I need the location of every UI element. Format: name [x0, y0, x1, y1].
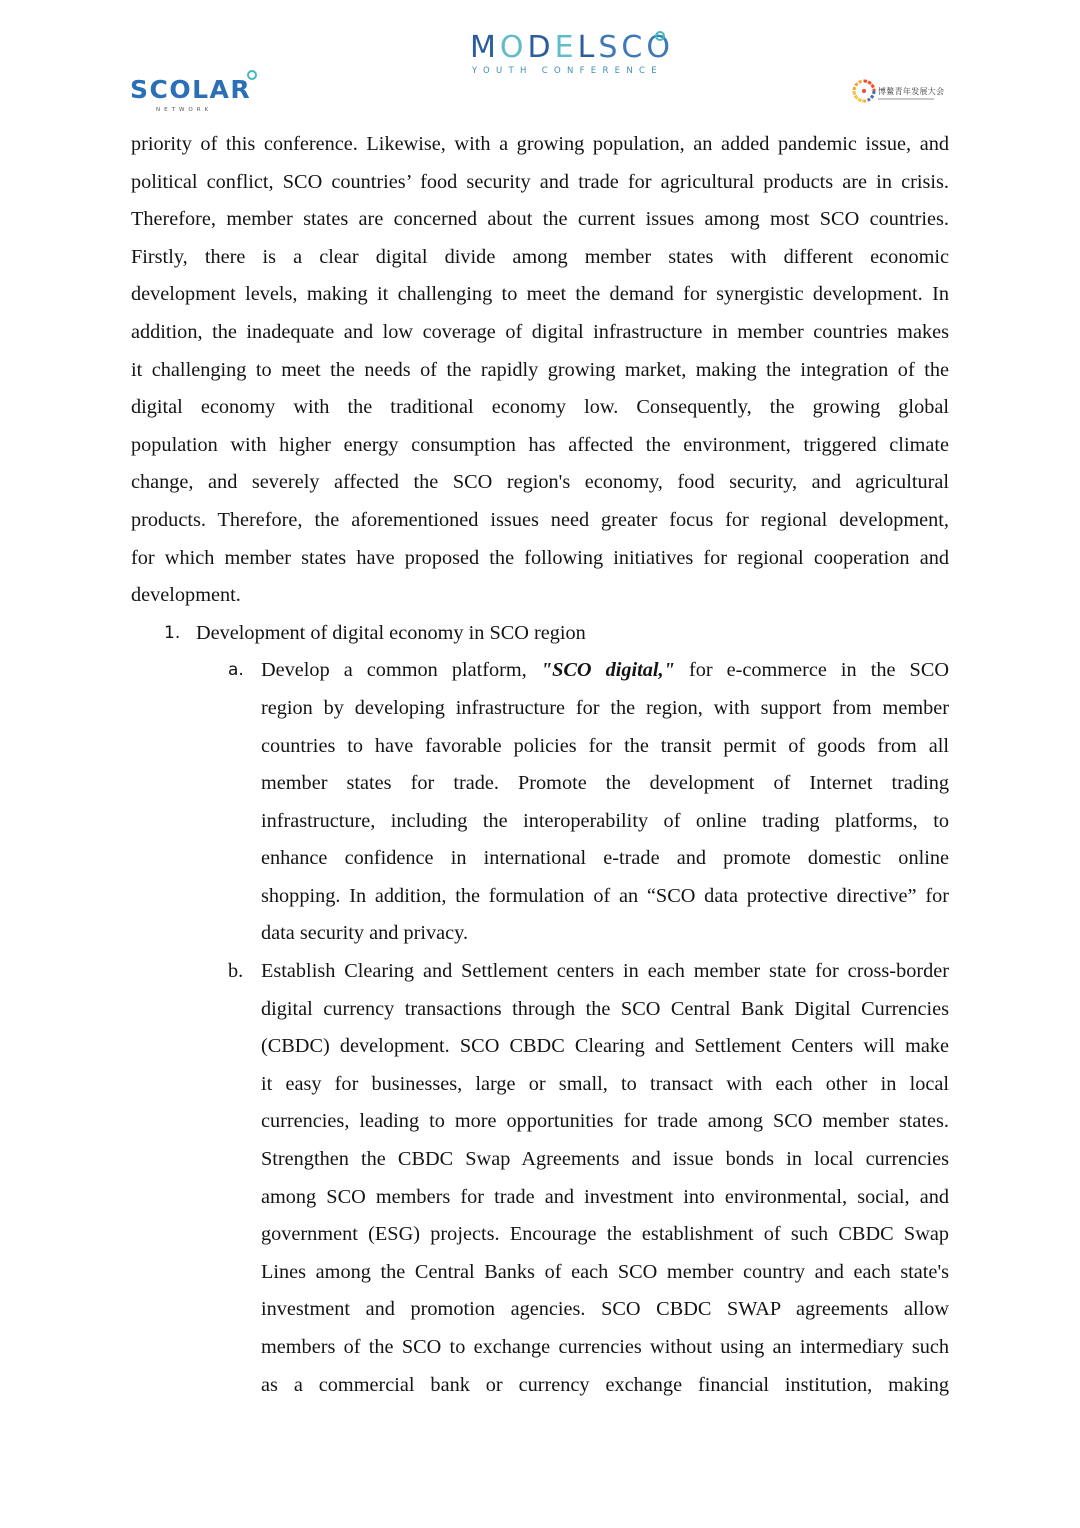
- boao-youth-logo: [850, 77, 945, 109]
- scolar-network-logo: [130, 73, 270, 118]
- text-line: products. Therefore, the aforementioned issues need greater focus for regional development,: [131, 508, 949, 531]
- logo-letter: C: [621, 30, 647, 65]
- logo-letter: S: [598, 30, 622, 65]
- text-line: government (ESG) projects. Encourage the establishment of such CBDC Swap: [261, 1223, 949, 1246]
- youth-ring-emblem-icon: [850, 77, 878, 105]
- text-line: members of the SCO to exchange currencies without using an intermediary such: [261, 1336, 949, 1358]
- logo-letter: O: [499, 30, 528, 65]
- text-line: it challenging to meet the needs of the rapidly growing market, making the integration of the: [131, 358, 949, 381]
- text-line: shopping. In addition, the formulation of an “SCO data protective directive” for: [261, 884, 949, 907]
- text-line: region by developing infrastructure for the region, with support from member: [261, 696, 949, 719]
- list-item-1: [131, 615, 949, 653]
- text-line: population with higher energy consumption has affected the environment, triggered climate: [131, 433, 949, 456]
- text-line: countries to have favorable policies for the transit permit of goods from all: [261, 734, 949, 757]
- logo-letter: M: [470, 30, 500, 65]
- logo-letter: D: [527, 30, 555, 65]
- boao-chinese-name: 博鳌青年发展大会: [878, 87, 945, 96]
- text-line: Lines among the Central Banks of each SCO member country and each state's: [261, 1260, 949, 1283]
- text-line: addition, the inadequate and low coverage of digital infrastructure in member countries makes: [131, 320, 949, 343]
- text-line: investment and promotion agencies. SCO CBDC SWAP agreements allow: [261, 1298, 949, 1321]
- text-line: it easy for businesses, large or small, to transact with each other in local: [261, 1072, 949, 1095]
- text-line: among SCO members for trade and investment into environmental, social, and: [261, 1185, 949, 1208]
- logo-letter: L: [577, 30, 599, 65]
- logo-ring-icon: [655, 31, 665, 41]
- text-line: Develop a common platform, "SCO digital," for e-commerce in the SCO: [261, 659, 949, 682]
- emphasized-term: "SCO digital,": [540, 659, 675, 682]
- text-line: development.: [131, 584, 241, 607]
- list-item-title: Development of digital economy in SCO region: [196, 621, 586, 644]
- text-line: currencies, leading to more opportunities for trade among SCO member states.: [261, 1110, 949, 1133]
- list-marker: 1.: [164, 622, 181, 643]
- logo-ring-icon: [247, 70, 257, 80]
- modelsco-subtitle: YOUTH CONFERENCE: [472, 66, 663, 76]
- modelsco-wordmark: [470, 30, 674, 66]
- text-line: digital economy with the traditional economy low. Consequently, the growing global: [131, 396, 949, 419]
- boao-english-subtitle: [878, 98, 934, 100]
- text-line: change, and severely affected the SCO region's economy, food security, and agricultural: [131, 471, 949, 494]
- text-line: (CBDC) development. SCO CBDC Clearing and Settlement Centers will make: [261, 1035, 949, 1058]
- text-line: enhance confidence in international e-trade and promote domestic online: [261, 847, 949, 870]
- document-body: [131, 126, 949, 1404]
- logo-letter: E: [554, 30, 578, 65]
- text-line: Strengthen the CBDC Swap Agreements and issue bonds in local currencies: [261, 1148, 949, 1171]
- text-line: digital currency transactions through the SCO Central Bank Digital Currencies: [261, 997, 949, 1020]
- text-line: development levels, making it challenging to meet the demand for synergistic development. In: [131, 283, 949, 306]
- scolar-subtitle: NETWORK: [156, 107, 213, 113]
- sub-item-a: [131, 652, 949, 953]
- text-line: Therefore, member states are concerned about the current issues among most SCO countries.: [131, 208, 949, 231]
- text-line: Establish Clearing and Settlement centers in each member state for cross-border: [261, 960, 949, 983]
- text-line: infrastructure, including the interoperability of online trading platforms, to: [261, 809, 949, 832]
- text-line: member states for trade. Promote the development of Internet trading: [261, 772, 949, 795]
- text-line: priority of this conference. Likewise, with a growing population, an added pandemic issue, and: [131, 133, 949, 155]
- logo-letter: O: [646, 30, 674, 65]
- text-line: for which member states have proposed the following initiatives for regional cooperation and: [131, 546, 949, 569]
- list-marker: a.: [228, 660, 244, 681]
- sub-item-b: [131, 953, 949, 1404]
- intro-paragraph: [131, 126, 949, 615]
- text-line: data security and privacy.: [261, 922, 469, 945]
- scolar-wordmark: SCOLAR: [130, 75, 252, 104]
- text-line: Firstly, there is a clear digital divide among member states with different economic: [131, 245, 949, 268]
- text-line: political conflict, SCO countries’ food security and trade for agricultural products are in crisis.: [131, 170, 949, 193]
- page-header: [0, 0, 1080, 125]
- text-line: as a commercial bank or currency exchange financial institution, making: [261, 1373, 949, 1396]
- modelsco-logo: [470, 30, 674, 80]
- list-marker: b.: [228, 960, 244, 983]
